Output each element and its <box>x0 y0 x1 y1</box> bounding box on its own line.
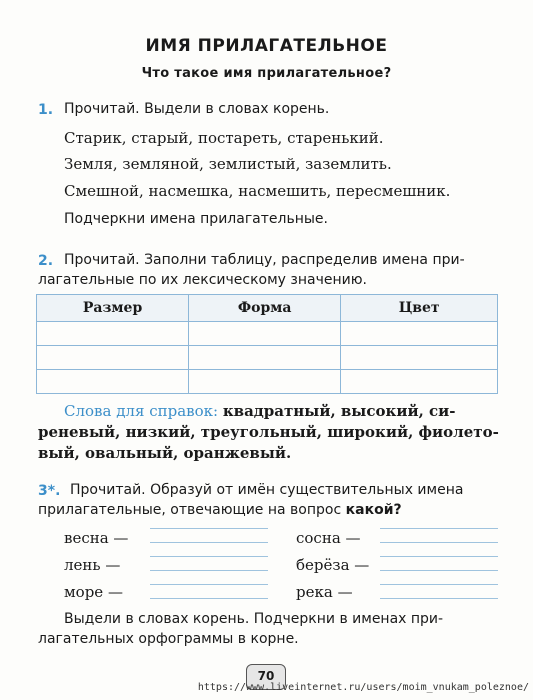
answer-line[interactable] <box>380 542 498 543</box>
task1-number: 1. <box>38 102 54 118</box>
task3-footer-line1: Выдели в словах корень. Подчеркни в именах при- <box>64 611 444 627</box>
answer-line[interactable] <box>380 528 498 529</box>
task3-number: 3*. <box>38 483 61 499</box>
table-row <box>37 346 498 370</box>
task3-instruction-line1: Прочитай. Образуй от имён существительных имена <box>70 482 464 498</box>
table-cell[interactable] <box>37 370 189 394</box>
word-left-3: море — <box>64 583 123 601</box>
hint-label: Слова для справок: <box>64 402 219 420</box>
answer-line[interactable] <box>150 570 268 571</box>
page-subtitle: Что такое имя прилагательное? <box>141 66 392 81</box>
table-header-color: Цвет <box>341 295 498 322</box>
answer-line[interactable] <box>150 542 268 543</box>
task3-question-word: какой? <box>345 502 402 518</box>
answer-line[interactable] <box>380 570 498 571</box>
task2-instruction-line1: Прочитай. Заполни таблицу, распределив имена при- <box>64 252 465 268</box>
table-row <box>37 322 498 346</box>
table-cell[interactable] <box>37 322 189 346</box>
hint-words-1: квадратный, высокий, си- <box>222 402 456 420</box>
table-cell[interactable] <box>341 370 498 394</box>
task1-note: Подчеркни имена прилагательные. <box>64 211 328 227</box>
task1-row-3: Смешной, насмешка, насмешить, пересмешник. <box>64 182 451 200</box>
task3-instruction-text: прилагательные, отвечающие на вопрос <box>38 502 342 518</box>
hint-line-2: реневый, низкий, треугольный, широкий, фиолето- <box>38 423 499 441</box>
answer-line[interactable] <box>380 556 498 557</box>
table-cell[interactable] <box>189 370 341 394</box>
table-cell[interactable] <box>341 346 498 370</box>
answer-line[interactable] <box>380 598 498 599</box>
table-header-row <box>37 295 498 322</box>
table-cell[interactable] <box>189 322 341 346</box>
answer-line[interactable] <box>150 598 268 599</box>
task2-number: 2. <box>38 253 54 269</box>
word-right-2: берёза — <box>296 556 370 574</box>
page-number: 70 <box>246 664 286 690</box>
table-row <box>37 370 498 394</box>
table-header-size: Размер <box>37 295 189 322</box>
task3-instruction-line2 <box>38 502 402 518</box>
table-cell[interactable] <box>37 346 189 370</box>
adjective-table <box>36 294 498 394</box>
answer-line[interactable] <box>150 556 268 557</box>
word-right-1: сосна — <box>296 529 361 547</box>
task1-row-1: Старик, старый, постареть, старенький. <box>64 129 384 147</box>
table-cell[interactable] <box>189 346 341 370</box>
hint-line-1 <box>64 402 456 420</box>
word-right-3: река — <box>296 583 353 601</box>
table-cell[interactable] <box>341 322 498 346</box>
watermark-url: https://www.liveinternet.ru/users/moim_vnukam_poleznoe/ <box>197 682 529 693</box>
answer-line[interactable] <box>380 584 498 585</box>
word-left-1: весна — <box>64 529 129 547</box>
task1-row-2: Земля, земляной, землистый, заземлить. <box>64 155 392 173</box>
word-left-2: лень — <box>64 556 121 574</box>
hint-line-3: вый, овальный, оранжевый. <box>38 444 292 462</box>
task3-footer-line2: лагательных орфограммы в корне. <box>38 631 299 647</box>
answer-line[interactable] <box>150 584 268 585</box>
answer-line[interactable] <box>150 528 268 529</box>
page-title: ИМЯ ПРИЛАГАТЕЛЬНОЕ <box>145 36 388 56</box>
task2-instruction-line2: лагательные по их лексическому значению. <box>38 272 367 288</box>
task1-instruction: Прочитай. Выдели в словах корень. <box>64 101 330 117</box>
table-header-shape: Форма <box>189 295 341 322</box>
